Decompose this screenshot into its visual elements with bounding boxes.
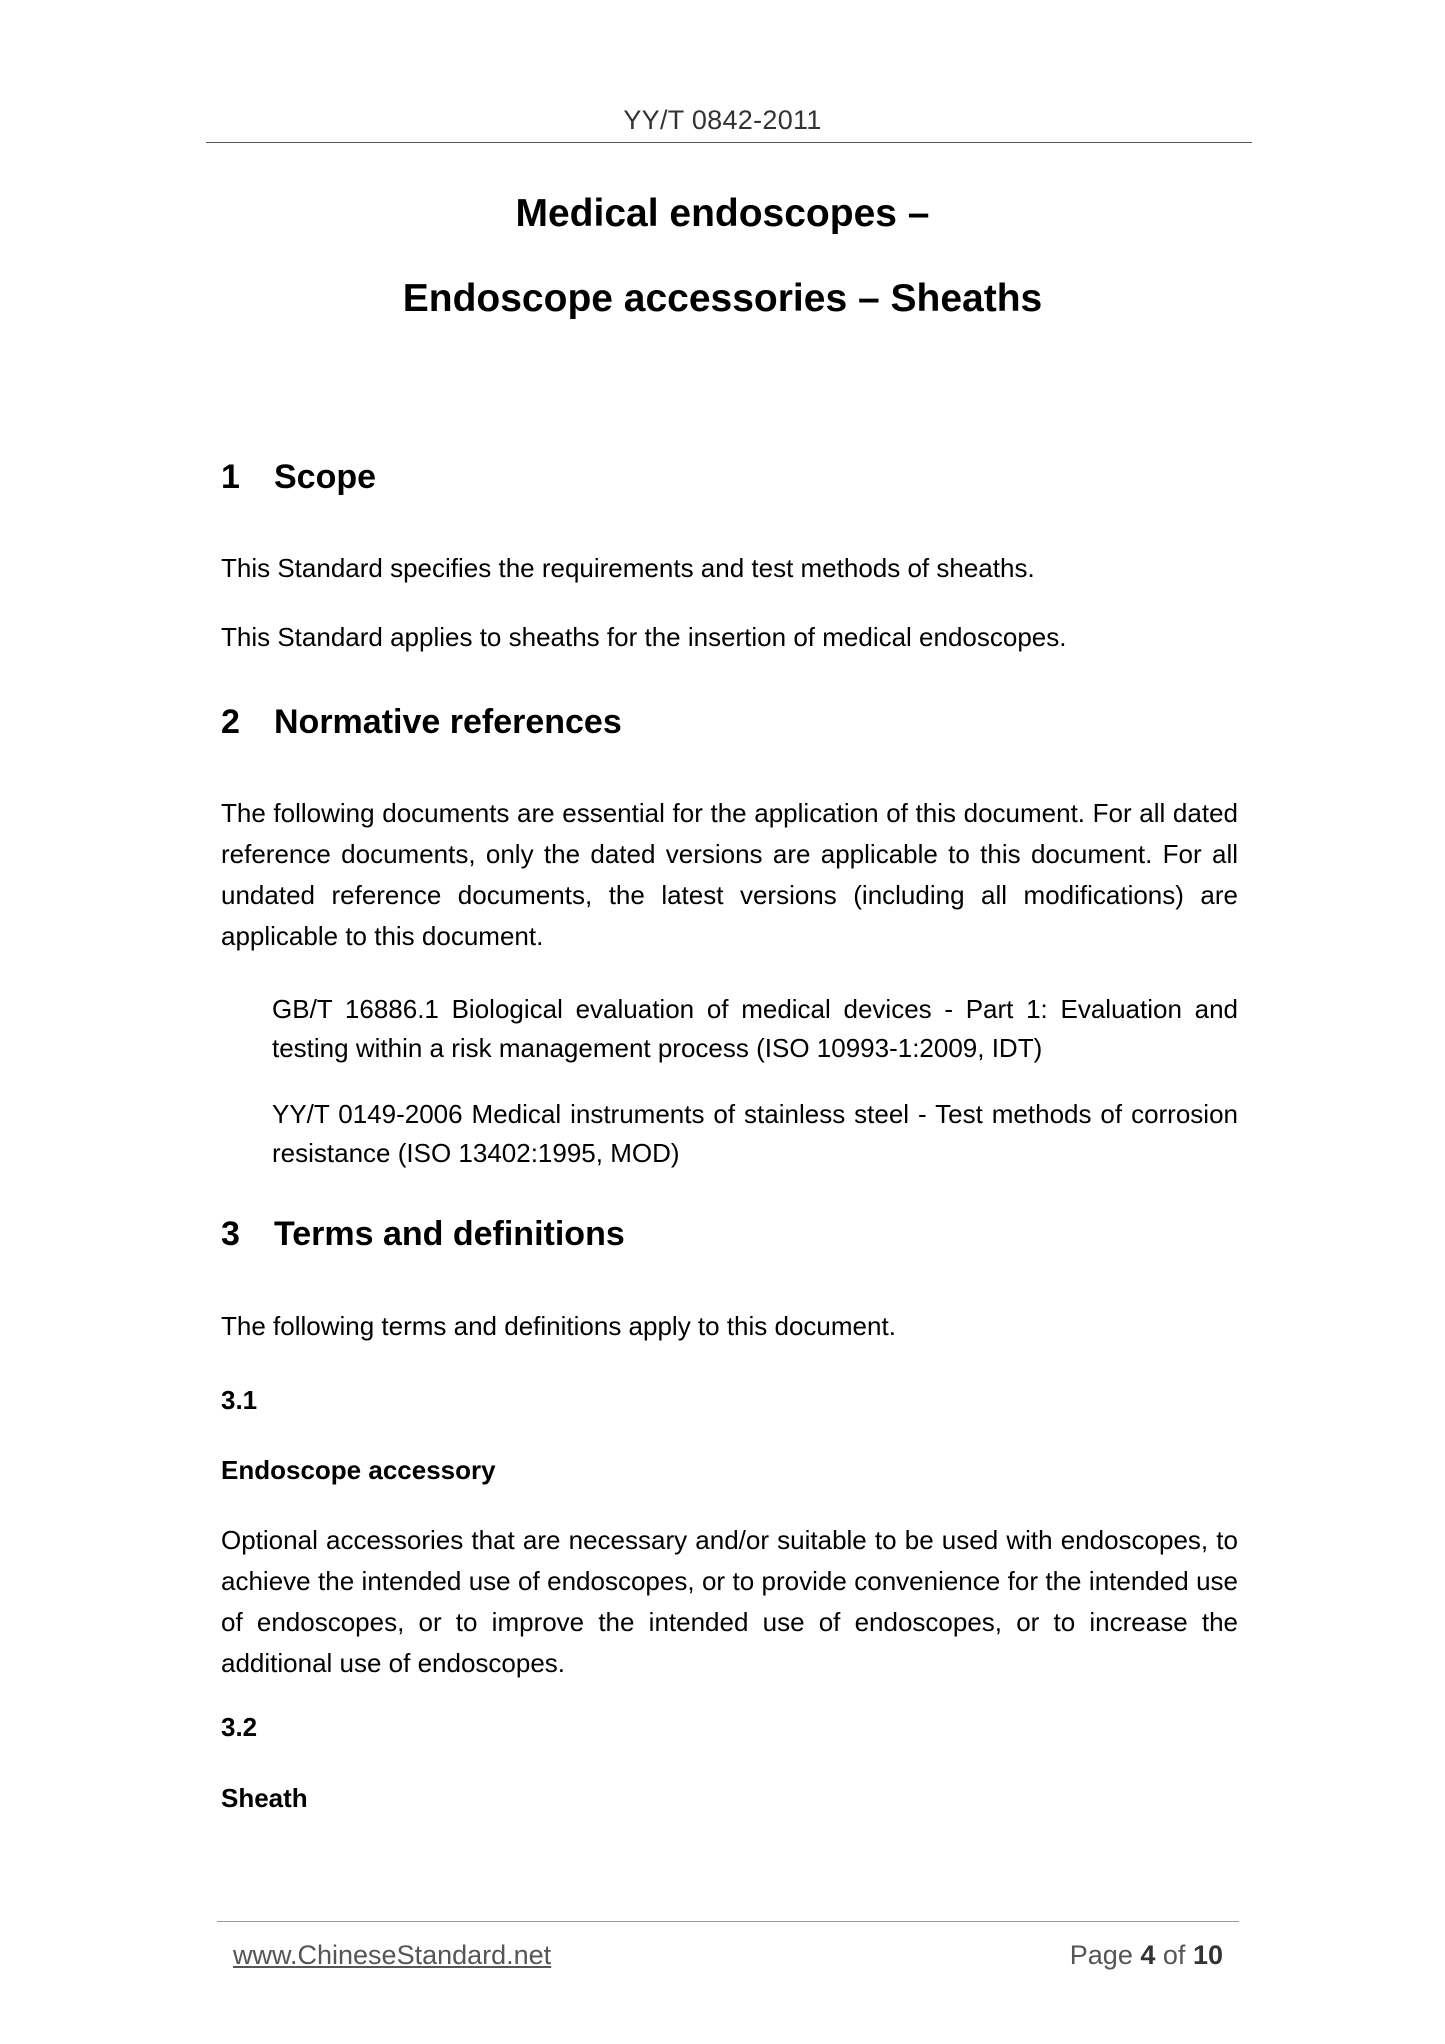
header-divider — [206, 142, 1252, 143]
page-total: 10 — [1192, 1940, 1223, 1970]
footer-page-number — [1070, 1940, 1223, 1971]
terms-intro-paragraph: The following terms and definitions apply to this document. — [221, 1311, 896, 1341]
section-number: 2 — [221, 703, 240, 741]
term-name: Sheath — [221, 1783, 308, 1813]
term-definition: Optional accessories that are necessary and/or suitable to be used with endoscopes, to achieve the intended use of endoscopes, or to provide convenience for the intended use of endoscopes, or to improve the intended use of endoscopes, or to increase the additional use of endoscopes. — [221, 1525, 1238, 1678]
section-number: 3 — [221, 1215, 240, 1253]
term-name: Endoscope accessory — [221, 1455, 496, 1485]
section-number: 1 — [221, 458, 240, 496]
section-heading-terms-definitions — [221, 1215, 625, 1254]
normative-intro-paragraph: The following documents are essential for the application of this document. For all dated reference documents, only the dated versions are applicable to this document. For all undated reference documents, the latest versions (including all modifications) are applicable to this document. — [221, 798, 1238, 951]
section-heading-scope — [221, 458, 376, 497]
scope-paragraph-2: This Standard applies to sheaths for the insertion of medical endoscopes. — [221, 622, 1067, 652]
reference-item: YY/T 0149-2006 Medical instruments of stainless steel - Test methods of corrosion resistance (ISO 13402:1995, MOD) — [272, 1099, 1238, 1168]
document-title-line2: Endoscope accessories – Sheaths — [402, 277, 1043, 320]
section-title: Terms and definitions — [274, 1215, 625, 1253]
footer-divider — [217, 1921, 1239, 1922]
header-doc-code: YY/T 0842-2011 — [623, 105, 822, 135]
page-current: 4 — [1140, 1940, 1156, 1970]
section-title: Normative references — [274, 703, 622, 741]
section-title: Scope — [274, 458, 377, 496]
page-label: Page — [1069, 1940, 1133, 1970]
term-number: 3.2 — [221, 1712, 258, 1742]
section-heading-normative-references — [221, 703, 622, 742]
document-title-line1: Medical endoscopes – — [515, 192, 930, 235]
footer-website-link[interactable]: www.ChineseStandard.net — [233, 1940, 552, 1970]
scope-paragraph-1: This Standard specifies the requirements and test methods of sheaths. — [221, 553, 1035, 583]
reference-item: GB/T 16886.1 Biological evaluation of medical devices - Part 1: Evaluation and testing within a risk management process (ISO 10993-1:2009, IDT) — [272, 994, 1238, 1063]
term-number: 3.1 — [221, 1385, 258, 1415]
page-of: of — [1162, 1940, 1186, 1970]
